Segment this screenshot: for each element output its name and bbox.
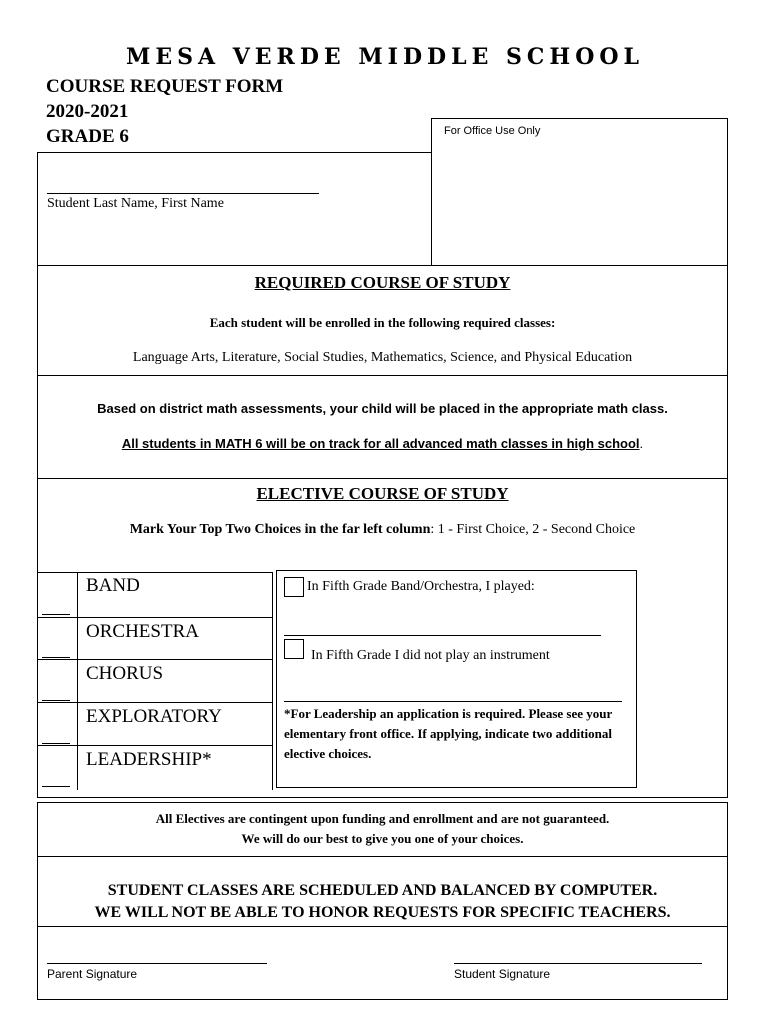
student-name-label: Student Last Name, First Name: [47, 196, 224, 211]
elective-notice-line2: We will do our best to give you one of your choices.: [241, 831, 524, 846]
office-use-label: For Office Use Only: [444, 125, 541, 137]
office-use-box: [431, 118, 728, 266]
grade-level: GRADE 6: [46, 126, 129, 147]
form-title: COURSE REQUEST FORM: [46, 76, 284, 97]
played-instrument-label: In Fifth Grade Band/Orchestra, I played:: [307, 579, 535, 594]
parent-signature-line[interactable]: [47, 963, 267, 964]
played-instrument-checkbox[interactable]: [284, 577, 304, 597]
instrument-played-line[interactable]: [284, 635, 601, 636]
signature-section: [37, 926, 728, 1000]
elective-orchestra: ORCHESTRA: [86, 621, 199, 642]
student-name-line[interactable]: [47, 193, 319, 194]
math-placement-text: Based on district math assessments, your child will be placed in the appropriate math class.: [97, 401, 668, 416]
choice-blank-exploratory[interactable]: [42, 743, 70, 744]
school-year: 2020-2021: [46, 101, 129, 122]
elective-course-title: ELECTIVE COURSE OF STUDY: [256, 484, 509, 503]
instrument-info-box: [276, 570, 637, 788]
student-signature-label: Student Signature: [454, 967, 551, 981]
elective-band: BAND: [86, 575, 140, 596]
elective-notice-line1: All Electives are contingent upon funding and enrollment and are not guaranteed.: [155, 811, 610, 826]
math-track-text: All students in MATH 6 will be on track for all advanced math classes in high school: [121, 436, 640, 451]
school-name: MESA VERDE MIDDLE SCHOOL: [125, 44, 645, 70]
required-course-title: REQUIRED COURSE OF STUDY: [254, 273, 511, 292]
no-instrument-checkbox[interactable]: [284, 639, 304, 659]
elective-instructions: Mark Your Top Two Choices in the far left column: [129, 522, 431, 537]
choice-blank-chorus[interactable]: [42, 700, 70, 701]
elective-choice-key: : 1 - First Choice, 2 - Second Choice: [430, 522, 636, 537]
choice-blank-orchestra[interactable]: [42, 657, 70, 658]
choice-blank-band[interactable]: [42, 614, 70, 615]
math-placement-section: Based on district math assessments, your child will be placed in the appropriate math class. All students in MATH 6 will be on track for all advanced math classes in high school.: [37, 375, 728, 479]
elective-exploratory: EXPLORATORY: [86, 706, 222, 727]
student-signature-line[interactable]: [454, 963, 702, 964]
student-name-box: [37, 152, 432, 266]
required-classes-intro: Each student will be enrolled in the following required classes:: [209, 315, 556, 330]
scheduling-notice-section: [37, 856, 728, 927]
no-instrument-label: In Fifth Grade I did not play an instrument: [311, 648, 550, 663]
choice-blank-leadership[interactable]: [42, 786, 70, 787]
required-course-section: [37, 265, 728, 376]
required-classes-list: Language Arts, Literature, Social Studies, Mathematics, Science, and Physical Education: [132, 350, 633, 365]
leadership-note: *For Leadership an application is required. Please see your elementary front office. If applying, indicate two additional elective choices.: [284, 706, 613, 761]
scheduling-notice-line1: STUDENT CLASSES ARE SCHEDULED AND BALANCED BY COMPUTER.: [107, 882, 658, 899]
elective-leadership: LEADERSHIP*: [86, 749, 212, 770]
scheduling-notice-line2: WE WILL NOT BE ABLE TO HONOR REQUESTS FOR SPECIFIC TEACHERS.: [94, 904, 671, 921]
elective-chorus: CHORUS: [86, 663, 164, 684]
parent-signature-label: Parent Signature: [47, 967, 138, 981]
elective-notice-section: [37, 802, 728, 857]
